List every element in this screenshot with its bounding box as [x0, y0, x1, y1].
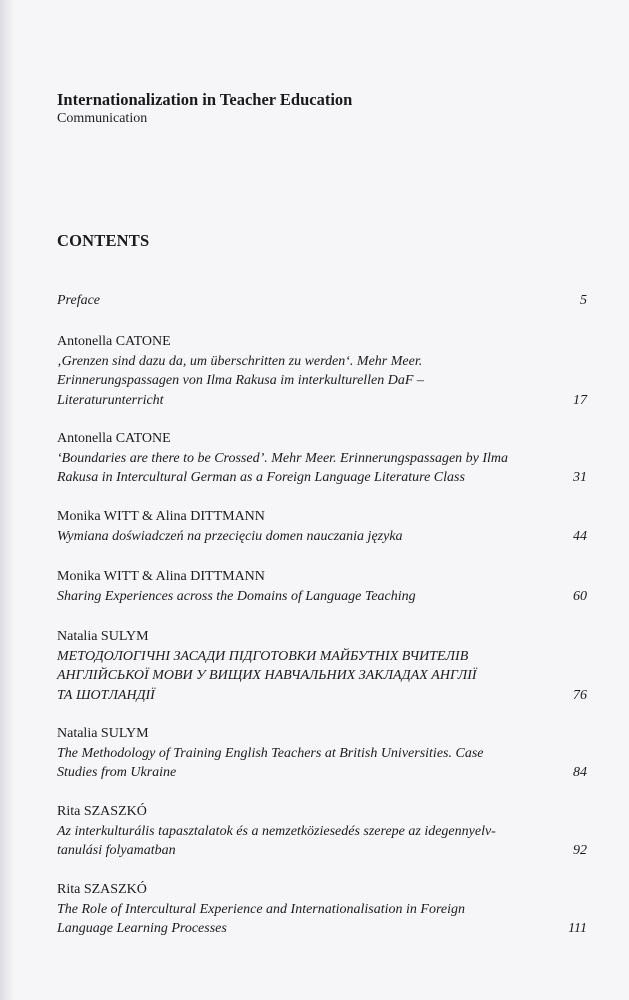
entry-author: Antonella CATONE	[57, 431, 171, 446]
toc-entry-preface	[57, 291, 587, 311]
entry-title-line: Wymiana doświadczeń na przecięciu domen nauczania języka	[57, 528, 403, 544]
entry-title-line: Az interkulturális tapasztalatok és a nemzetköziesedés szerepe az idegennyelv-	[57, 823, 496, 839]
contents-heading: CONTENTS	[57, 231, 150, 250]
entry-page-number: 5	[580, 293, 587, 308]
entry-title-line: tanulási folyamatban	[57, 843, 176, 858]
entry-title-line: The Role of Intercultural Experience and Internationalisation in Foreign	[57, 901, 466, 917]
entry-author: Antonella CATONE	[57, 334, 171, 349]
series-title: Internationalization in Teacher Education	[57, 90, 353, 109]
entry-page-number: 84	[573, 765, 587, 780]
toc-entry	[57, 880, 587, 939]
entry-title-line: ‘Boundaries are there to be Crossed’. Mehr Meer. Erinnerungspassagen by Ilma	[57, 450, 509, 466]
entry-page-number: 76	[573, 687, 587, 703]
toc-entry	[57, 332, 587, 410]
toc-entry	[57, 724, 587, 783]
entry-title-line: Erinnerungspassagen von Ilma Rakusa im interkulturellen DaF –	[57, 373, 424, 388]
series-subtitle: Communication	[57, 111, 148, 126]
entry-title-line: АНГЛІЙСЬКОЇ МОВИ У ВИЩИХ НАВЧАЛЬНИХ ЗАКЛАДАХ АНГЛІЇ	[57, 668, 477, 683]
entry-title-line: The Methodology of Training English Teachers at British Universities. Case	[57, 745, 484, 761]
entry-author: Rita SZASZKÓ	[57, 882, 147, 897]
entry-author: Monika WITT & Alina DITTMANN	[57, 509, 265, 524]
entry-author: Natalia SULYM	[57, 629, 149, 644]
entry-title-line: ‚Grenzen sind dazu da, um überschritten zu werden‘. Mehr Meer.	[57, 353, 423, 369]
entry-title-line: Preface	[57, 293, 101, 308]
entry-page-number: 31	[573, 470, 587, 485]
entry-author: Monika WITT & Alina DITTMANN	[57, 569, 265, 584]
entry-page-number: 44	[573, 528, 587, 544]
entry-page-number: 111	[568, 921, 587, 936]
entry-page-number: 17	[573, 392, 587, 408]
entry-title-line: ТА ШОТЛАНДІЇ	[57, 687, 155, 703]
toc-entry	[57, 802, 587, 861]
entry-title-line: Rakusa in Intercultural German as a Foreign Language Literature Class	[57, 470, 465, 485]
entry-title-line: Literaturunterricht	[57, 392, 164, 408]
entry-author: Rita SZASZKÓ	[57, 804, 147, 819]
entry-page-number: 92	[573, 843, 587, 858]
entry-author: Natalia SULYM	[57, 726, 149, 741]
entry-title-line: Studies from Ukraine	[57, 765, 177, 780]
toc-entry	[57, 627, 587, 705]
entry-title-line: Sharing Experiences across the Domains of Language Teaching	[57, 588, 416, 604]
toc-entry	[57, 507, 587, 546]
entry-page-number: 60	[573, 588, 587, 604]
entry-title-line: Language Learning Processes	[57, 921, 227, 936]
page-binding-shadow	[0, 0, 14, 1000]
entry-title-line: МЕТОДОЛОГІЧНІ ЗАСАДИ ПІДГОТОВКИ МАЙБУТНІХ ВЧИТЕЛІВ	[57, 648, 469, 664]
toc-entry	[57, 567, 587, 606]
toc-entry	[57, 429, 587, 488]
